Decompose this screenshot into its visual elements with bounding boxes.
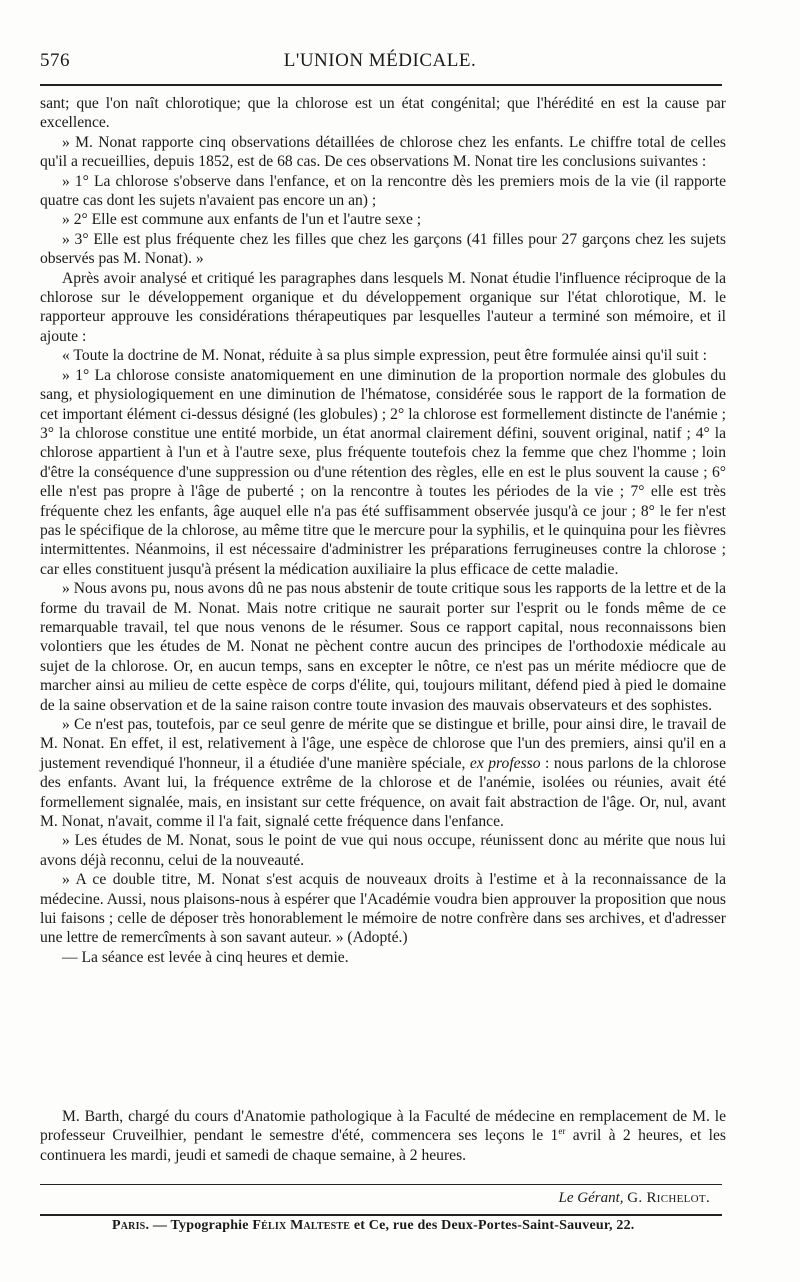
imprint-dash: — Typographie <box>149 1218 253 1233</box>
paragraph: » 2° Elle est commune aux enfants de l'un et l'autre sexe ; <box>62 211 422 229</box>
closing-line: — La séance est levée à cinq heures et demie. <box>62 948 349 966</box>
signature-name: G. Richelot. <box>627 1190 710 1206</box>
imprint-printer: Félix Malteste <box>252 1218 351 1233</box>
announcement-text: M. Barth, chargé du cours d'Anatomie pathologique à la Faculté de médecine en remplacement de M. le professeur Cruveilhier, pendant le semestre d'été, commencera ses leçons le 1 <box>40 1108 726 1145</box>
article-body <box>40 94 726 967</box>
ordinal-superscript: er <box>558 1126 566 1137</box>
announcement-paragraph <box>40 1107 726 1165</box>
signature-rule <box>40 1184 722 1185</box>
header-rule <box>40 84 722 86</box>
paragraph: » Nous avons pu, nous avons dû ne pas nous abstenir de toute critique sous les rapports de la lettre et de la forme du travail de M. Nonat. Mais notre critique ne saurait porter sur l'esprit ou le fonds même de ce remarquable travail, tel que nous venons de le résumer. Sous ce rapport capital, nous reconnaissons bien volontiers que les études de M. Nonat ne pèchent contre aucun des principes de l'orthodoxie médicale au sujet de la chlorose. Or, en aucun temps, sans en excepter le nôtre, ce n'est pas un mérite médiocre que de marcher ainsi au milieu de cette espèce de corps d'élite, qui, toujours militant, défend pied à pied le domaine de la saine observation et de la saine raison contre toute invasion des mauvais observateurs et des sophistes. <box>40 580 726 714</box>
course-announcement <box>40 1107 726 1165</box>
paragraph: » Les études de M. Nonat, sous le point de vue qui nous occupe, réunissent donc au mérite que nous lui avons déjà reconnu, celui de la nouveauté. <box>40 832 726 869</box>
signature <box>559 1190 710 1207</box>
imprint-city: Paris. <box>112 1218 150 1233</box>
paragraph: » 3° Elle est plus fréquente chez les filles que chez les garçons (41 filles pour 27 garçons chez les sujets observés pas M. Nonat). » <box>40 230 726 268</box>
page-header <box>40 50 720 78</box>
paragraph: « Toute la doctrine de M. Nonat, réduite à sa plus simple expression, peut être formulée ainsi qu'il suit : <box>62 347 707 365</box>
paragraph: Après avoir analysé et critiqué les paragraphes dans lesquels M. Nonat étudie l'influence réciproque de la chlorose sur le développement organique et du développement organique sur l'état chlorotique, M. le rapporteur approuve les considérations thérapeutiques par lesquelles l'auteur a terminé son mémoire, et il ajoute : <box>40 269 726 345</box>
paragraph: » Ce n'est pas, toutefois, par ce seul genre de mérite que se distingue et brille, pour ainsi dire, le travail de M. Nonat. En effet, il est, relativement à l'âge, une espèce de chlorose que l'un des premiers, ainsi qu'il en a justement revendiqué l'honneur, il a étudiée d'une manière spéciale, ex professo : nous parlons de la chlorose des enfants. Avant lui, la fréquence extrême de la chlorose et de l'anémie, isolées ou réunies, avait été formellement signalée, mais, en insistant sur cette fréquence, on avait fait abstraction de l'âge. Or, nul, avant M. Nonat, n'avait, comme il l'a fait, signalé cette fréquence dans l'enfance. <box>40 716 726 831</box>
imprint-address: et Ce, rue des Deux-Portes-Saint-Sauveur, 22. <box>350 1218 635 1233</box>
printer-imprint <box>112 1218 635 1234</box>
page-number: 576 <box>40 50 70 71</box>
footer-rule <box>40 1214 722 1216</box>
latin-phrase: ex professo <box>469 754 541 772</box>
paragraph: » A ce double titre, M. Nonat s'est acquis de nouveaux droits à l'estime et à la reconnaissance de la médecine. Aussi, nous plaisons-nous à espérer que l'Académie voudra bien approuver la proposition que nous lui faisons ; celle de déposer très honorablement le mémoire de notre confrère dans ses archives, et d'adresser une lettre de remercîments à son savant auteur. » (Adopté.) <box>40 871 726 947</box>
paragraph: » M. Nonat rapporte cinq observations détaillées de chlorose chez les enfants. Le chiffre total de celles qu'il a recueillies, depuis 1852, est de 68 cas. De ces observations M. Nonat tire les conclusions suivantes : <box>40 133 726 171</box>
signature-role: Le Gérant, <box>558 1190 624 1206</box>
paragraph: sant; que l'on naît chlorotique; que la chlorose est un état congénital; que l'hérédité en est la cause par excellence. <box>40 95 726 132</box>
paragraph: » 1° La chlorose s'observe dans l'enfance, et on la rencontre dès les premiers mois de la vie (il rapporte quatre cas dont les sujets n'avaient pas encore un an) ; <box>40 172 726 210</box>
running-title: L'UNION MÉDICALE. <box>283 50 477 71</box>
announcement-text-end: avril à 2 heures, et les continuera les mardi, jeudi et samedi de chaque semaine, à 2 heures. <box>40 1127 726 1164</box>
paragraph: » 1° La chlorose consiste anatomiquement en une diminution de la proportion normale des globules du sang, et physiologiquement en une diminution de l'hématose, considérée sous le rapport de la formation de cet important élément ci-dessus désigné (les globules) ; 2° la chlorose est formellement distincte de l'anémie ; 3° la chlorose constitue une entité morbide, un état anormal clairement défini, souvent original, natif ; 4° la chlorose appartient à l'un et à l'autre sexe, plus fréquente toutefois chez la femme que chez l'homme ; loin d'être la conséquence d'une suppression ou d'une rétention des règles, elle en est le plus souvent la cause ; 6° elle n'est pas propre à l'âge de puberté ; on la rencontre à toutes les périodes de la vie ; 7° elle est très fréquente chez les enfants, âge auquel elle n'a pas été suffisamment observée jusqu'à ce jour ; 8° le fer n'est pas le spécifique de la chlorose, au même titre que le mercure pour la syphilis, et le quinquina pour les fièvres intermittentes. Néanmoins, il est nécessaire d'administrer les préparations ferrugineuses contre la chlorose ; car elles constituent jusqu'à présent la médication auxiliaire la plus efficace de cette maladie. <box>40 366 726 578</box>
